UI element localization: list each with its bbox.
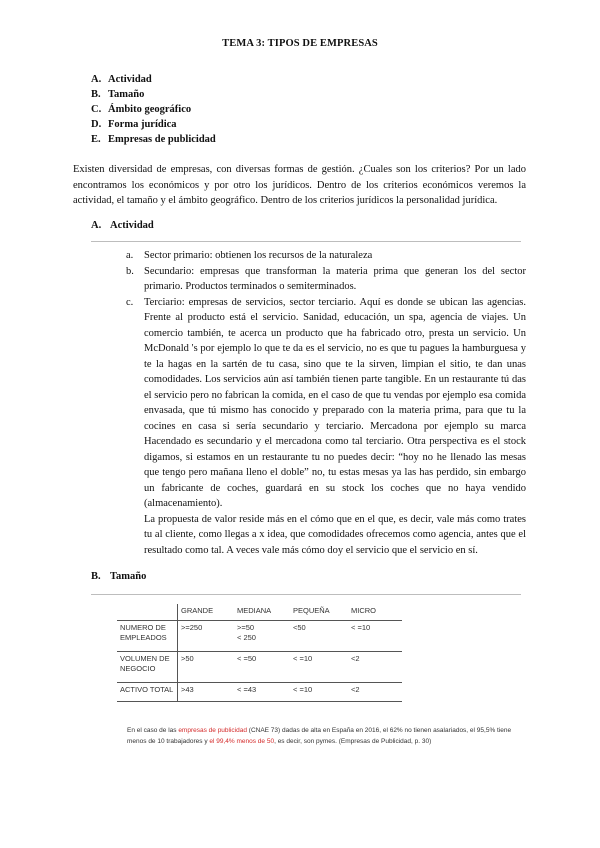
table-header-row [117, 604, 402, 621]
table-cell: ACTIVO TOTAL [117, 683, 178, 702]
list-item-text: Secundario: empresas que transforman la materia prima que generan los del sector primario. Productos terminados o semiterminados. [144, 265, 526, 292]
list-marker: b. [126, 265, 134, 277]
note-text: , es decir, son pymes. (Empresas de Publicidad, p. 30) [274, 738, 432, 745]
toc-item [91, 132, 216, 147]
table-row [117, 652, 402, 683]
list-marker: c. [126, 296, 134, 308]
table-cell: <2 [348, 652, 402, 683]
toc-letter: A. [91, 74, 102, 85]
toc-letter: D. [91, 119, 102, 130]
table-row [117, 621, 402, 652]
table-cell: < =10 [348, 621, 402, 652]
document-title: TEMA 3: TIPOS DE EMPRESAS [222, 38, 378, 49]
value-proposition-paragraph: La propuesta de valor reside más en el cómo que en el que, es decir, vale más como trates tu al cliente, como llegas a x idea, que comodidades ofrecemos como agencia, antes que el resultado como tal. A veces vale más cómo doy el servicio que el servicio en sí. [144, 513, 526, 556]
table-cell: NUMERO DE EMPLEADOS [117, 621, 178, 652]
toc-label: Empresas de publicidad [108, 134, 216, 145]
table-cell: <50 [290, 621, 348, 652]
list-item [126, 248, 526, 264]
toc-item [91, 72, 216, 87]
section-letter: A. [91, 220, 102, 231]
section-title: Tamaño [110, 571, 147, 582]
company-size-table [117, 604, 402, 702]
list-marker: a. [126, 250, 134, 261]
toc-label: Forma jurídica [108, 119, 177, 130]
toc-letter: C. [91, 104, 102, 115]
table-header-cell: MEDIANA [234, 604, 290, 621]
section-title: Actividad [110, 220, 154, 231]
activity-list [126, 248, 526, 558]
toc-letter: E. [91, 134, 101, 145]
section-letter: B. [91, 571, 101, 582]
table-header-cell: GRANDE [178, 604, 235, 621]
table-cell: VOLUMEN DE NEGOCIO [117, 652, 178, 683]
note-highlight: empresas de publicidad [178, 727, 247, 734]
toc-item [91, 87, 216, 102]
table-cell: <2 [348, 683, 402, 702]
table-row [117, 683, 402, 702]
table-of-contents [91, 72, 216, 147]
list-item-text: Sector primario: obtienen los recursos de la naturaleza [144, 250, 373, 261]
table-cell: >=250 [178, 621, 235, 652]
toc-item [91, 102, 216, 117]
note-text: (CNAE 73) dadas de alta en España en 2016, el 62% no tienen asalariados, el 95,5% tiene menos de 10 trabajadores y [127, 727, 512, 745]
table-cell: >43 [178, 683, 235, 702]
table-cell: < =50 [234, 652, 290, 683]
table-header-cell [117, 604, 178, 621]
note-text: En el caso de las [127, 727, 179, 734]
section-b-heading [91, 571, 146, 582]
section-divider [91, 241, 521, 242]
table-header-cell: MICRO [348, 604, 402, 621]
table-cell: < =43 [234, 683, 290, 702]
toc-label: Tamaño [108, 89, 145, 100]
section-a-heading [91, 220, 154, 231]
list-item [126, 264, 526, 295]
list-item-text: Terciario: empresas de servicios, sector terciario. Aquí es donde se ubican las agencias. Frente al producto está el servicio. Sanidad, educación, un spa, agencia de viajes. Un comercio también, te acerca un producto que ha fabricado otro, presta un servicio. Un McDonald 's por ejemplo lo que te da es el servicio, no es que tu pagues la hamburguesa y te la hagas en la sartén de tu casa, sino que te la sirven, limpian el sitio, te dan unas comodidades. Los servicios aún así también tienen parte tangible. En un restaurante tú das el servicio pero no fabrican la comida, en el caso de que tu vendas por ejemplo esa comida envasada, que tú mismo has conocido y preparado con la materia prima, para que tu la cocines en casa si sería secundario y terciario. Mercadona por ejemplo su marca Hacendado es secundario y el mercadona como tal terciario. Otra perspectiva es el stock digamos, si estamos en un restaurante tu no puedes decir: “hoy no he llenado las mesas que tengo pero mañana lleno el doble” no, tu estas mesas ya las has perdido, sin embargo un fabricante de coches, guardará en su stock los coches que no haya vendido (almacenamiento). [144, 296, 526, 509]
toc-letter: B. [91, 89, 101, 100]
intro-paragraph: Existen diversidad de empresas, con diversas formas de gestión. ¿Cuales son los criterios? Por un lado encontramos los económicos y por otro los jurídicos. Dentro de los criterios económicos veremos la actividad, el tamaño y el ámbito geográfico. Dentro de los criterios jurídicos la personalidad jurídica. [73, 164, 526, 206]
table-cell: < =10 [290, 652, 348, 683]
section-divider [91, 594, 521, 595]
toc-item [91, 117, 216, 132]
advertising-companies-note [127, 725, 517, 747]
toc-label: Ámbito geográfico [108, 104, 192, 115]
table-cell: < =10 [290, 683, 348, 702]
table-cell: >=50 < 250 [234, 621, 290, 652]
list-item [126, 295, 526, 512]
table-cell: >50 [178, 652, 235, 683]
toc-label: Actividad [108, 74, 152, 85]
table-header-cell: PEQUEÑA [290, 604, 348, 621]
note-highlight: el 99,4% menos de 50 [209, 738, 275, 745]
